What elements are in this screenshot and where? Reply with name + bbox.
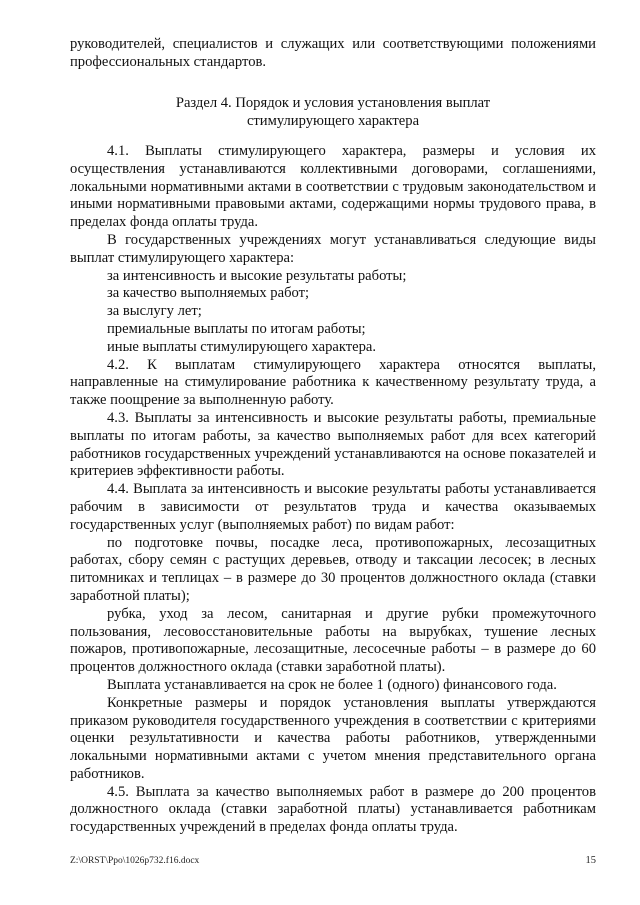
intro-paragraph (70, 36, 596, 72)
list-item: за интенсивность и высокие результаты работы; (107, 267, 407, 284)
paragraph-4-4-planting: по подготовке почвы, посадке леса, противопожарных, лесозащитных работах, сбору семян с растущих деревьев, отводу и таксации лесосек; в лесных питомниках и теплицах – в размере до 30 процентов должностного оклада (ставки заработной платы); (70, 534, 596, 604)
section-heading-line1: Раздел 4. Порядок и условия установления выплат (175, 95, 491, 111)
paragraph-4-5: 4.5. Выплата за качество выполняемых работ в размере до 200 процентов должностного оклада (ставки заработной платы) устанавливается работникам государственных учреждений в пределах фонда оплаты труда. (70, 783, 596, 836)
section-heading-line2: стимулирующего характера (246, 112, 420, 129)
list-item: премиальные выплаты по итогам работы; (107, 320, 366, 337)
list-item: иные выплаты стимулирующего характера. (107, 338, 377, 355)
list-item: за качество выполняемых работ; (107, 285, 310, 302)
paragraph-4-4: 4.4. Выплата за интенсивность и высокие результаты работы устанавливается рабочим в зависимости от результатов труда и качества оказываемых государственных услуг (выполняемых работ) по видам работ: (70, 481, 596, 533)
section-body (70, 143, 596, 837)
file-path: Z:\ORST\Ppo\1026p732.f16.docx (70, 856, 200, 866)
intro-text: руководителей, специалистов и служащих или соответствующими положениями профессиональных стандартов. (70, 36, 596, 70)
paragraph-4-4-term: Выплата устанавливается на срок не более 1 (одного) финансового года. (107, 676, 557, 693)
paragraph-4-2: 4.2. К выплатам стимулирующего характера относятся выплаты, направленные на стимулирование работника к качественному результату труда, а также поощрение за выполненную работу. (70, 356, 596, 409)
paragraph-4-1-types: В государственных учреждениях могут устанавливаться следующие виды выплат стимулирующего характера: (70, 231, 596, 266)
page-number: 15 (585, 855, 596, 866)
section-heading (70, 95, 596, 131)
list-item: за выслугу лет; (107, 303, 202, 320)
paragraph-4-1: 4.1. Выплаты стимулирующего характера, размеры и условия их осуществления устанавливаются коллективными договорами, соглашениями, локальными нормативными актами в соответствии с трудовым законодательством и иными нормативными правовыми актами, содержащими нормы трудового права, в пределах фонда оплаты труда. (70, 143, 596, 231)
paragraph-4-4-felling: рубка, уход за лесом, санитарная и другие рубки промежуточного пользования, лесовосстановительные работы на вырубках, тушение лесных пожаров, противопожарные, лесозащитные, лесосечные работы – в размере до 60 процентов должностного оклада (ставки заработной платы). (70, 605, 596, 676)
paragraph-4-3: 4.3. Выплаты за интенсивность и высокие результаты работы, премиальные выплаты по итогам работы, за качество выполняемых работ для всех категорий работников государственных учреждений устанавливаются на основе показателей и критериев эффективности работы. (70, 409, 596, 480)
paragraph-4-4-order: Конкретные размеры и порядок установления выплаты утверждаются приказом руководителя государственного учреждения в соответствии с критериями оценки результативности и качества работы работников, утвержденными локальными нормативными актами с учетом мнения представительного органа работников. (70, 694, 596, 782)
